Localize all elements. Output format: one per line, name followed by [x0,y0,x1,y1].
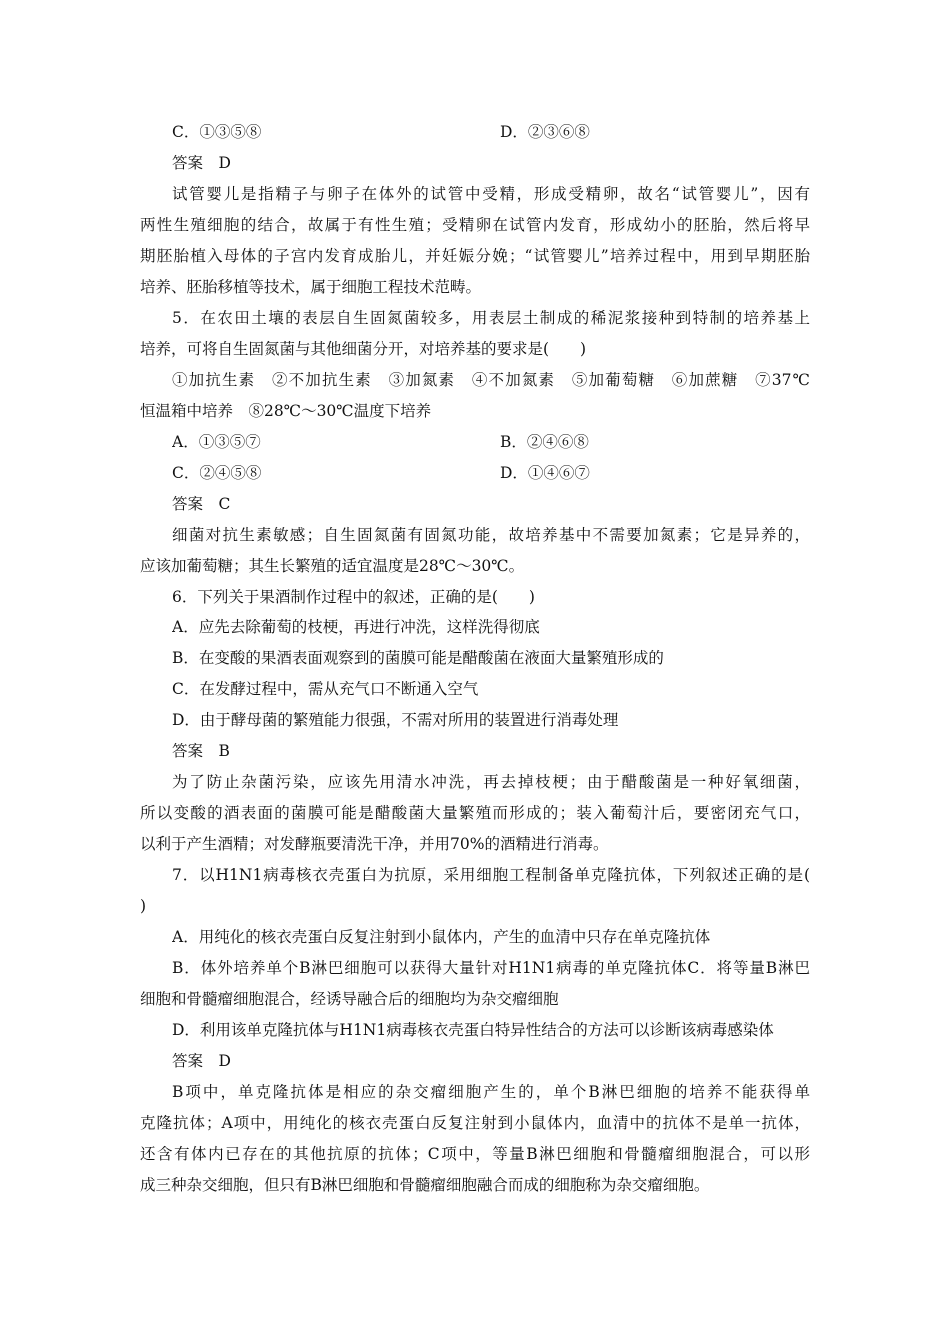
q7-explanation-line: B项中，单克隆抗体是相应的杂交瘤细胞产生的，单个B淋巴细胞的培养不能获得单 [172,1083,810,1101]
q5-stem-line: 培养，可将自生固氮菌与其他细菌分开，对培养基的要求是( ) [140,340,587,358]
q4-option-d: D．②③⑥⑧ [500,123,590,141]
q6-option-c: C．在发酵过程中，需从充气口不断通入空气 [172,680,479,698]
q4-explanation-line: 培养、胚胎移植等技术，属于细胞工程技术范畴。 [140,278,482,296]
q7-option-d: D．利用该单克隆抗体与H1N1病毒核衣壳蛋白特异性结合的方法可以诊断该病毒感染体 [172,1021,774,1039]
q7-stem-line: 7．以H1N1病毒核衣壳蛋白为抗原，采用细胞工程制备单克隆抗体，下列叙述正确的是( [172,866,810,884]
q4-explanation-line: 期胚胎植入母体的子宫内发育成胎儿，并妊娠分娩；“试管婴儿”培养过程中，用到早期胚胎 [140,247,810,265]
q5-option-c: C．②④⑤⑧ [172,464,262,482]
q6-explanation-line: 以利于产生酒精；对发酵瓶要清洗干净，并用70%的酒精进行消毒。 [140,835,609,853]
q6-stem: 6．下列关于果酒制作过程中的叙述，正确的是( ) [172,588,535,606]
q6-option-a: A．应先去除葡萄的枝梗，再进行冲洗，这样洗得彻底 [172,618,540,636]
q5-stem-line: 5．在农田土壤的表层自生固氮菌较多，用表层土制成的稀泥浆接种到特制的培养基上 [172,309,810,327]
q6-explanation-line: 所以变酸的酒表面的菌膜可能是醋酸菌大量繁殖而形成的；装入葡萄汁后，要密闭充气口， [140,804,810,822]
q5-option-a: A．①③⑤⑦ [172,433,261,451]
q6-answer: 答案 B [172,742,230,760]
q4-option-c: C．①③⑤⑧ [172,123,262,141]
q4-explanation-line: 两性生殖细胞的结合，故属于有性生殖；受精卵在试管内发育，形成幼小的胚胎，然后将早 [140,216,810,234]
q7-explanation-line: 克隆抗体；A项中，用纯化的核衣壳蛋白反复注射到小鼠体内，血清中的抗体不是单一抗体， [140,1114,810,1132]
q5-explanation-line: 应该加葡萄糖；其生长繁殖的适宜温度是28℃～30℃。 [140,557,525,575]
q5-conditions-line: ①加抗生素 ②不加抗生素 ③加氮素 ④不加氮素 ⑤加葡萄糖 ⑥加蔗糖 ⑦37℃ [172,371,810,389]
q7-stem-line: ) [140,897,147,915]
q4-answer: 答案 D [172,154,231,172]
q4-explanation-line: 试管婴儿是指精子与卵子在体外的试管中受精，形成受精卵，故名“试管婴儿”，因有 [172,185,810,203]
q5-answer: 答案 C [172,495,231,513]
q7-explanation-line: 成三种杂交细胞，但只有B淋巴细胞和骨髓瘤细胞融合而成的细胞称为杂交瘤细胞。 [140,1176,710,1194]
q5-option-b: B．②④⑥⑧ [500,433,589,451]
q6-option-d: D．由于酵母菌的繁殖能力很强，不需对所用的装置进行消毒处理 [172,711,619,729]
q7-explanation-line: 还含有体内已存在的其他抗原的抗体；C项中，等量B淋巴细胞和骨髓瘤细胞混合，可以形 [140,1145,810,1163]
q7-option-bc-line: 细胞和骨髓瘤细胞混合，经诱导融合后的细胞均为杂交瘤细胞 [140,990,559,1008]
q7-option-a: A．用纯化的核衣壳蛋白反复注射到小鼠体内，产生的血清中只存在单克隆抗体 [172,928,711,946]
q5-conditions-line: 恒温箱中培养 ⑧28℃～30℃温度下培养 [140,402,432,420]
q6-option-b: B．在变酸的果酒表面观察到的菌膜可能是醋酸菌在液面大量繁殖形成的 [172,649,664,667]
q7-answer: 答案 D [172,1052,231,1070]
q7-option-bc-line: B．体外培养单个B淋巴细胞可以获得大量针对H1N1病毒的单克隆抗体C．将等量B淋巴 [172,959,810,977]
q5-explanation-line: 细菌对抗生素敏感；自生固氮菌有固氮功能，故培养基中不需要加氮素；它是异养的， [172,526,810,544]
q5-option-d: D．①④⑥⑦ [500,464,590,482]
q6-explanation-line: 为了防止杂菌污染，应该先用清水冲洗，再去掉枝梗；由于醋酸菌是一种好氧细菌， [172,773,810,791]
